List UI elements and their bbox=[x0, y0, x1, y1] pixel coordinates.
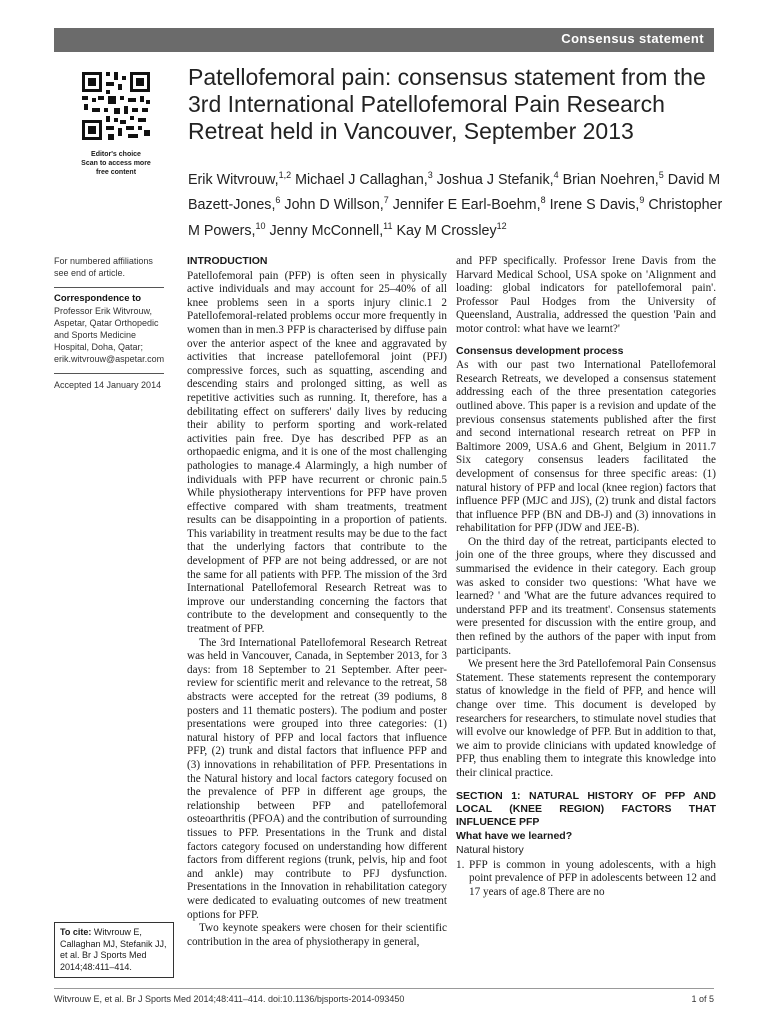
footer-citation: Witvrouw E, et al. Br J Sports Med 2014;48:411–414. doi:10.1136/bjsports-2014-093450 bbox=[54, 994, 405, 1004]
sidebar-divider bbox=[54, 287, 164, 288]
paragraph: The 3rd International Patellofemoral Research Retreat was held in Vancouver, Canada, in September 2013, for 3 days: from 18 September to 21 September. After peer-review for scientific merit and relevance to the retreat, 58 abstracts were accepted for the retreat (39 podiums, 8 posters and 11 thematic posters). The podium and poster presentations were grouped into three categories: (1) natural history of PFP and local factors that influence PFP, (2) trunk and distal factors that influence PFP and (3) innovations in rehabilitation of PFP. Presentations in the Natural history and local factors category focused on the prevalence of PFP in different age groups, the relationship between PFP and patellofemoral osteoarthritis (PFOA) and the contribution of surrounding tissues to PFP. Presentations in the Trunk and distal factors category focused on understanding how different factors from different regions (trunk, pelvis, hip and foot and ankle) may contribute to PFJ dysfunction. Presentations in the Innovation in rehabilitation category were dedicated to evaluating outcomes of new treatment options for PFP. bbox=[187, 636, 447, 921]
sidebar-divider bbox=[54, 373, 164, 374]
author-affiliation-marker: 11 bbox=[383, 220, 393, 231]
author-affiliation-marker: 4 bbox=[553, 170, 559, 180]
banner-label: Consensus statement bbox=[561, 31, 704, 46]
page-number: 1 of 5 bbox=[691, 994, 714, 1004]
author-affiliation-marker: 1,2 bbox=[278, 170, 292, 180]
paragraph: Two keynote speakers were chosen for their scientific contribution in the area of physiotherapy in general, bbox=[187, 922, 447, 948]
author-affiliation-marker: 7 bbox=[383, 195, 389, 206]
accepted-date: Accepted 14 January 2014 bbox=[54, 380, 162, 390]
paragraph: As with our past two International Patellofemoral Research Retreats, we developed a consensus statement addressing each of the three presentation categories outlined above. This paper is a revision and update of the previous consensus statements published after the first and second international research retreat on PFP in Baltimore 2009, USA.6 and Ghent, Belgium in 2011.7 Six category consensus leaders facilitated the development of consensus for three specific areas: (1) natural history of PFP and local (knee region) factors that influence PFP (MJC and JJS), (2) trunk and distal factors that influence PFP (BN and DB-J) and (3) innovations in rehabilitation for PFP (JDW and JEE-B). bbox=[456, 359, 716, 535]
qr-code[interactable] bbox=[80, 70, 152, 142]
section1-heading: SECTION 1: NATURAL HISTORY OF PFP AND LOCAL (KNEE REGION) FACTORS THAT INFLUENCE PFP bbox=[456, 789, 716, 828]
paragraph: Patellofemoral pain (PFP) is often seen in physically active individuals and may account for 25–40% of all knee problems seen in a sports injury clinic.1 2 Patellofemoral-related problems occur more frequently in women than in men.3 PFP is characterised by diffuse pain over the anterior aspect of the knee and aggravated by activities that increase patellofemoral joint (PFJ) compressive forces, such as squatting, ascending and descending stairs and prolonged sitting, as well as repetitive activities such as running. It, therefore, has a debilitating effect on sufferers' daily lives by reducing their ability to perform sporting and work-related activities pain free. Dye has described PFP as an orthopaedic enigma, and it is one of the most challenging pathologies to manage.4 Alarmingly, a high number of individuals with PFP have recurrent or chronic pain.5 While physiotherapy interventions for PFP have proven effective compared with sham treatments, treatment results can be disappointing in a proportion of patients. This variability in treatment results may be due to the fact that the underlying factors that contribute to the development of PFP are not being addressed, or are not the same for all patients with PFP. The mission of the 3rd International Patellofemoral Research Retreat was to improve our understanding concerning the factors that contribute to the development and consequently to the treatment of PFP. bbox=[187, 269, 447, 636]
citation-text: Witvrouw E, Callaghan MJ, Stefanik JJ, et al. Br J Sports Med 2014;48:411–414. bbox=[60, 927, 167, 972]
section-banner bbox=[54, 28, 714, 52]
author-name: Jennifer E Earl-Boehm, bbox=[392, 197, 541, 214]
author-name: Irene S Davis, bbox=[549, 197, 640, 214]
author-name: Michael J Callaghan, bbox=[295, 171, 428, 188]
footer-divider bbox=[54, 988, 714, 989]
author-affiliation-marker: 5 bbox=[658, 170, 664, 180]
author-name: Joshua J Stefanik, bbox=[436, 171, 554, 188]
author-affiliation-marker: 9 bbox=[639, 195, 645, 206]
author-list bbox=[188, 165, 728, 241]
body-column-right bbox=[456, 255, 716, 900]
qr-caption-line3: free content bbox=[95, 169, 137, 176]
correspondence-heading: Correspondence to bbox=[54, 293, 142, 304]
affiliations-note: For numbered affiliations see end of article. bbox=[54, 256, 153, 278]
natural-history-subheading: Natural history bbox=[456, 844, 524, 857]
author-name: John D Willson, bbox=[284, 197, 384, 214]
paragraph: and PFP specifically. Professor Irene Davis from the Harvard Medical School, USA spoke on 'Alignment and loading: global indicators for patellofemoral pain'. Professor Paul Hodges from the University of Queensland, Australia, addressed the question 'Pain and motor control: what have we learnt?' bbox=[456, 255, 716, 335]
author-affiliation-marker: 12 bbox=[496, 220, 507, 231]
author-affiliation-marker: 6 bbox=[275, 195, 281, 206]
citation-box bbox=[54, 922, 174, 978]
list-number: 1. bbox=[456, 858, 465, 871]
list-item bbox=[456, 859, 716, 900]
citation-label: To cite: bbox=[60, 927, 92, 937]
author-name: Christopher M Powers, bbox=[188, 197, 723, 239]
introduction-heading: INTRODUCTION bbox=[187, 255, 268, 267]
paragraph: We present here the 3rd Patellofemoral Pain Consensus Statement. These statements represent the contemporary status of knowledge in the field of PFP, and hence will change over time. This document is developed by researchers for researchers, to stimulate novel studies that will evolve our knowledge of PFP. But in addition to that, we aim to provide clinicians with updated knowledge of PFP, thus enabling them to integrate this knowledge into their clinical practice. bbox=[456, 658, 716, 779]
qr-caption-line1: Editor's choice bbox=[91, 151, 141, 158]
author-name: Erik Witvrouw, bbox=[188, 171, 279, 188]
correspondence-details: Professor Erik Witvrouw, Aspetar, Qatar Orthopedic and Sports Medicine Hospital, Doha, Qatar; erik.witvrouw@aspetar.com bbox=[54, 306, 165, 364]
author-name: Jenny McConnell, bbox=[269, 222, 384, 239]
paragraph: On the third day of the retreat, participants elected to join one of the three groups, where they discussed and summarised the evidence in their category. Each group was asked to consider two questions: 'What have we learned? ' and 'What are the future advances required to understand PFP and its treatment'. Consensus statements were presented for discussion with the entire group, and then refined by the authors of the paper with input from participants. bbox=[456, 535, 716, 657]
qr-caption bbox=[70, 150, 162, 177]
author-name: Brian Noehren, bbox=[562, 171, 659, 188]
author-name: Kay M Crossley bbox=[396, 222, 497, 239]
body-column-left bbox=[187, 255, 447, 949]
author-affiliation-marker: 3 bbox=[427, 170, 433, 180]
article-sidebar bbox=[54, 255, 164, 391]
consensus-process-heading: Consensus development process bbox=[456, 344, 624, 357]
what-learned-heading: What have we learned? bbox=[456, 829, 573, 842]
author-affiliation-marker: 10 bbox=[255, 220, 266, 231]
article-title: Patellofemoral pain: consensus statement from the 3rd International Patellofemoral Pain Research Retreat held in Vancouver, September 2013 bbox=[188, 64, 706, 144]
author-affiliation-marker: 8 bbox=[540, 195, 546, 206]
list-item-text: PFP is common in young adolescents, with a high point prevalence of PFP in adolescents between 12 and 17 years of age.8 There are no bbox=[469, 858, 716, 898]
author-name: David M Bazett-Jones, bbox=[188, 171, 721, 214]
qr-caption-line2: Scan to access more bbox=[81, 160, 151, 167]
